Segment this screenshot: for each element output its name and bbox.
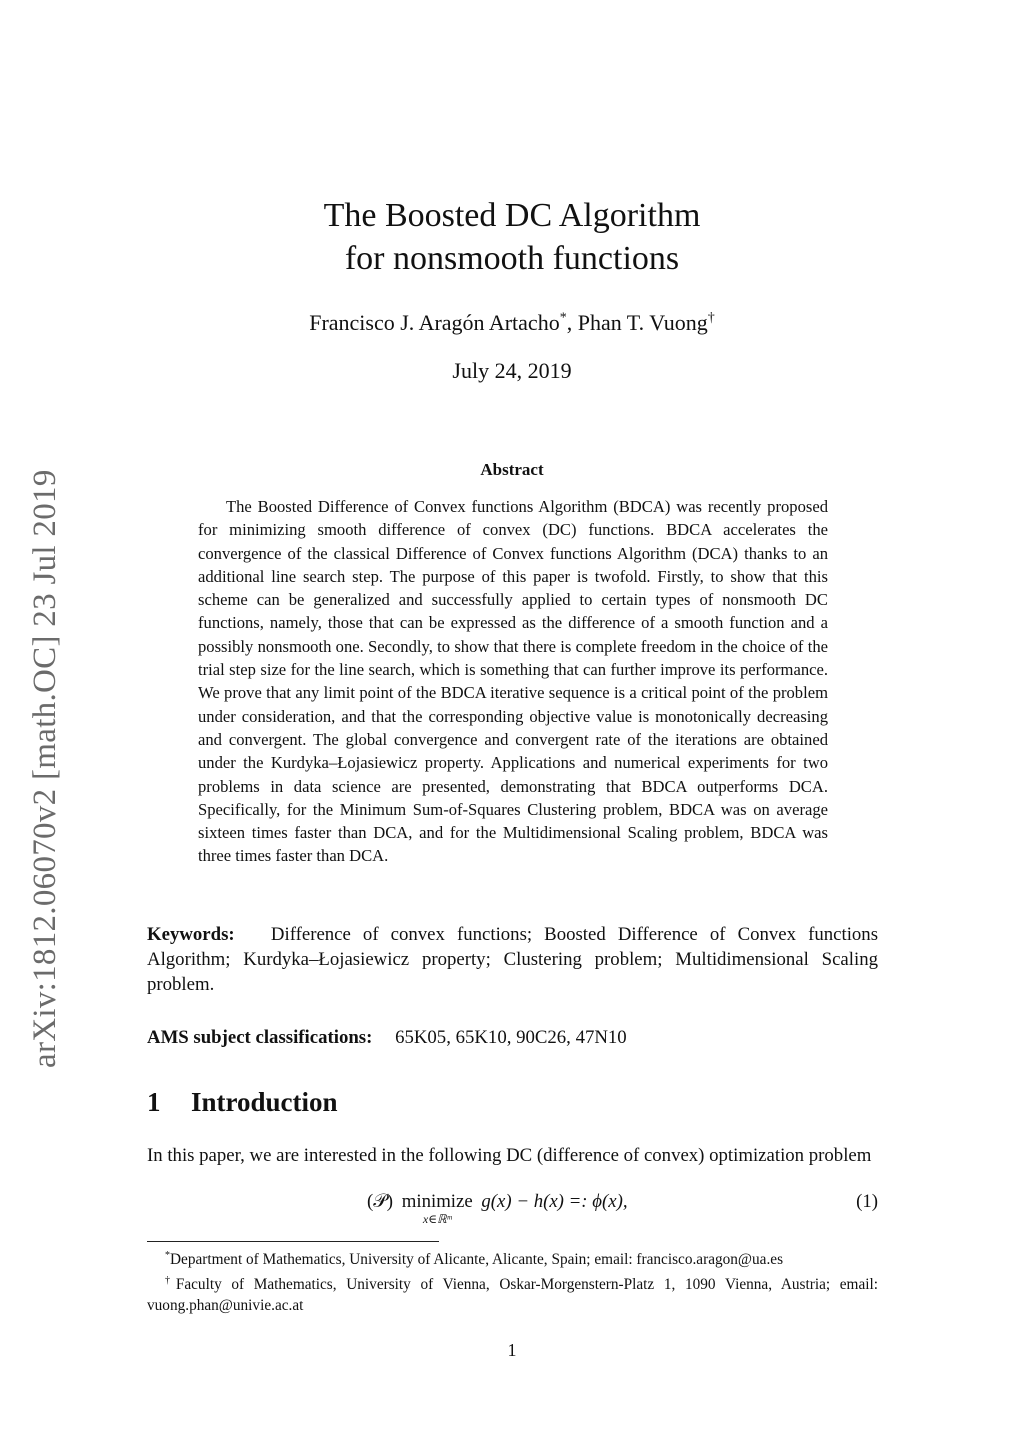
author-2-footnote-mark[interactable]: † [707,310,715,326]
footnote-2 [147,1270,878,1316]
ams-codes: 65K05, 65K10, 90C26, 47N10 [395,1027,627,1048]
title-line-2: for nonsmooth functions [344,240,680,277]
equation-number: (1) [856,1191,878,1212]
objective-expression: g(x) − h(x) =: ϕ(x), [481,1191,628,1212]
problem-label: (𝒫) [367,1191,394,1212]
minimize-operator [402,1191,473,1225]
arxiv-identifier: arXiv:1812.06070v2 [math.OC] 23 Jul 2019 [27,469,63,1068]
equation-body [367,1191,628,1225]
intro-paragraph: In this paper, we are interested in the following DC (difference of convex) optimization problem [147,1145,872,1166]
equation-1 [147,1191,878,1231]
footnote-1 [147,1245,878,1270]
footnote-2-text: Faculty of Mathematics, University of Vienna, Oskar-Morgenstern-Platz 1, 1090 Vienna, Austria; email: vuong.phan@univie.ac.at [147,1276,878,1315]
keywords-text: Difference of convex functions; Boosted Difference of Convex functions Algorithm; Kurdyka–Łojasiewicz property; Clustering problem; Multidimensional Scaling problem. [147,924,878,995]
footnote-rule [147,1241,439,1242]
operator-subscript: x∈ℝᵐ [422,1212,452,1226]
section-number: 1 [147,1087,161,1117]
section-heading [147,1087,338,1118]
page-number: 1 [507,1340,517,1360]
author-1: Francisco J. Aragón Artacho [309,310,560,335]
section-title: Introduction [191,1087,338,1117]
author-1-footnote-mark[interactable]: * [559,310,567,326]
abstract-text: The Boosted Difference of Convex functions Algorithm (BDCA) was recently proposed for minimizing smooth difference of convex (DC) functions. BDCA accelerates the convergence of the classical Difference of Convex functions Algorithm (DCA) thanks to an additional line search step. The purpose of this paper is twofold. Firstly, to show that this scheme can be generalized and successfully applied to certain types of nonsmooth DC functions, namely, those that can be expressed as the difference of a smooth function and a possibly nonsmooth one. Secondly, to show that there is complete freedom in the choice of the trial step size for the line search, which is something that can further improve its performance. We prove that any limit point of the BDCA iterative sequence is a critical point of the problem under consideration, and that the corresponding objective value is monotonically decreasing and convergent. The global convergence and convergent rate of the iterations are obtained under the Kurdyka–Łojasiewicz property. Applications and numerical experiments for two problems in data science are presented, demonstrating that BDCA outperforms DCA. Specifically, for the Minimum Sum-of-Squares Clustering problem, BDCA was on average sixteen times faster than DCA, and for the Multidimensional Scaling problem, BDCA was three times faster than DCA. [198,497,828,866]
footnote-2-mark: † [165,1275,176,1287]
author-2: Phan T. Vuong [577,310,708,335]
title-line-1: The Boosted DC Algorithm [323,197,701,234]
paper-date: July 24, 2019 [452,358,572,383]
footnote-1-text: Department of Mathematics, University of Alicante, Alicante, Spain; email: francisco.aragon@ua.es [170,1251,784,1269]
footnote-1-mark: * [165,1250,170,1261]
footnotes [147,1245,878,1316]
operator-text: minimize [401,1191,473,1212]
author-list: Francisco J. Aragón Artacho*, Phan T. Vuong† [309,310,715,335]
paper-title [0,194,1024,280]
ams-label: AMS subject classifications: [147,1027,373,1048]
keywords-label: Keywords: [147,924,235,945]
keywords-block [147,922,878,997]
abstract-heading: Abstract [480,460,544,479]
ams-block [147,1025,878,1050]
